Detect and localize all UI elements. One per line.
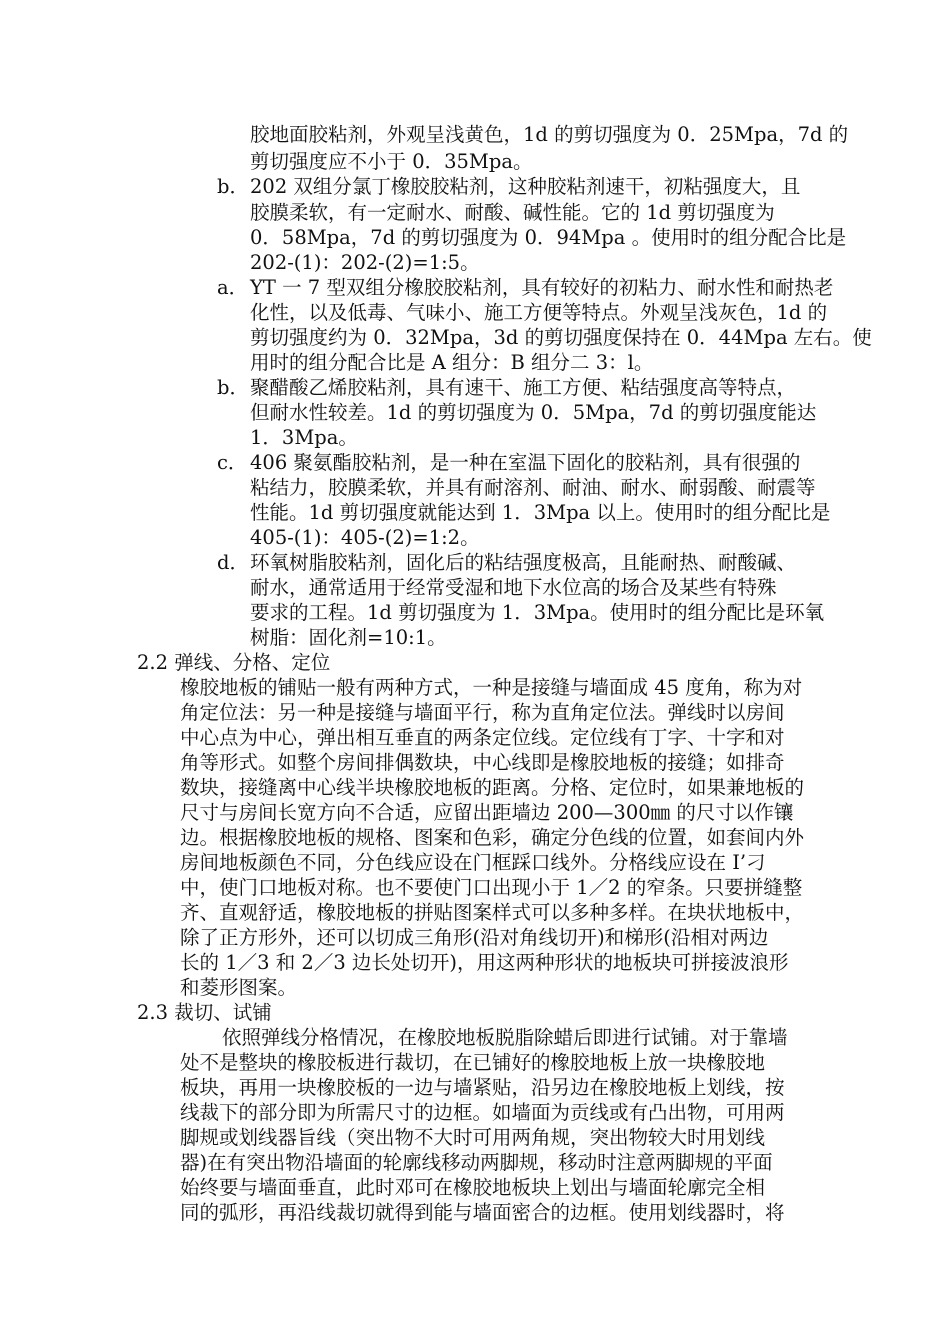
list-item-line: 202-(1)：202-(2)=1:5。 <box>250 251 480 274</box>
paragraph-line: 依照弹线分格情况，在橡胶地板脱脂除蜡后即进行试铺。对于靠墙 <box>222 1026 788 1049</box>
paragraph-line: 齐、直观舒适，橡胶地板的拼贴图案样式可以多种多样。在块状地板中， <box>180 901 805 924</box>
list-marker: c． <box>217 451 248 474</box>
list-item-line: 耐水，通常适用于经常受湿和地下水位高的场合及某些有特殊 <box>250 576 777 599</box>
section-heading: 2.2 弹线、分格、定位 <box>137 651 331 674</box>
paragraph-line: 房间地板颜色不同，分色线应设在门框踩口线外。分格线应设在 I’刁 <box>180 851 766 874</box>
list-marker: a． <box>217 276 249 299</box>
list-item-line: 406 聚氨酯胶粘剂，是一种在室温下固化的胶粘剂，具有很强的 <box>250 451 801 474</box>
paragraph-line: 尺寸与房间长宽方向不合适，应留出距墙边 200—300㎜ 的尺寸以作镶 <box>180 801 794 824</box>
paragraph-line: 器)在有突出物沿墙面的轮廓线移动两脚规，移动时注意两脚规的平面 <box>180 1151 773 1174</box>
paragraph-line: 角等形式。如整个房间排偶数块，中心线即是橡胶地板的接缝；如排奇 <box>180 751 785 774</box>
section-heading: 2.3 裁切、试铺 <box>137 1001 272 1024</box>
paragraph-line: 线裁下的部分即为所需尺寸的边框。如墙面为贡线或有凸出物，可用两 <box>180 1101 785 1124</box>
paragraph-line: 中，使门口地板对称。也不要使门口出现小于 1／2 的窄条。只要拼缝整 <box>180 876 803 899</box>
paragraph-line: 数块，接缝离中心线半块橡胶地板的距离。分格、定位时，如果兼地板的 <box>180 776 805 799</box>
paragraph-line: 角定位法：另一种是接缝与墙面平行，称为直角定位法。弹线时以房间 <box>180 701 785 724</box>
list-item-line: 粘结力，胶膜柔软，并具有耐溶剂、耐油、耐水、耐弱酸、耐震等 <box>250 476 816 499</box>
list-item-line: 剪切强度应不小于 0．35Mpa。 <box>250 150 533 173</box>
paragraph-line: 除了正方形外，还可以切成三角形(沿对角线切开)和梯形(沿相对两边 <box>180 926 769 949</box>
list-marker: d． <box>217 551 249 574</box>
paragraph-line: 中心点为中心，弹出相互垂直的两条定位线。定位线有丁字、十字和对 <box>180 726 785 749</box>
list-item-line: 环氧树脂胶粘剂，固化后的粘结强度极高，且能耐热、耐酸碱、 <box>250 551 797 574</box>
list-item-line: 胶地面胶粘剂，外观呈浅黄色，1d 的剪切强度为 0．25Mpa，7d 的 <box>250 123 849 146</box>
list-item-line: 202 双组分氯丁橡胶胶粘剂，这种胶粘剂速干，初粘强度大，且 <box>250 175 801 198</box>
list-item-line: 但耐水性较差。1d 的剪切强度为 0．5Mpa，7d 的剪切强度能达 <box>250 401 817 424</box>
list-item-line: YT 一 7 型双组分橡胶胶粘剂，具有较好的初粘力、耐水性和耐热老 <box>250 276 834 299</box>
paragraph-line: 处不是整块的橡胶板进行裁切，在已铺好的橡胶地板上放一块橡胶地 <box>180 1051 766 1074</box>
list-item-line: 405-(1)：405-(2)=1:2。 <box>250 526 480 549</box>
paragraph-line: 同的弧形，再沿线裁切就得到能与墙面密合的边框。使用划线器时，将 <box>180 1201 785 1224</box>
list-marker: b． <box>217 376 249 399</box>
list-item-line: 1．3Mpa。 <box>250 426 358 449</box>
list-item-line: 胶膜柔软，有一定耐水、耐酸、碱性能。它的 1d 剪切强度为 <box>250 201 775 224</box>
list-item-line: 要求的工程。1d 剪切强度为 1．3Mpa。使用时的组分配比是环氧 <box>250 601 825 624</box>
list-item-line: 树脂：固化剂=10:1。 <box>250 626 447 649</box>
list-item-line: 化性，以及低毒、气味小、施工方便等特点。外观呈浅灰色，1d 的 <box>250 301 828 324</box>
paragraph-line: 脚规或划线器旨线（突出物不大时可用两角规，突出物较大时用划线 <box>180 1126 766 1149</box>
paragraph-line: 橡胶地板的铺贴一般有两种方式，一种是接缝与墙面成 45 度角，称为对 <box>180 676 803 699</box>
paragraph-line: 板块，再用一块橡胶板的一边与墙紧贴，沿另边在橡胶地板上划线，按 <box>180 1076 785 1099</box>
list-item-line: 剪切强度约为 0．32Mpa，3d 的剪切强度保持在 0．44Mpa 左右。使 <box>250 326 872 349</box>
list-item-line: 性能。1d 剪切强度就能达到 1．3Mpa 以上。使用时的组分配比是 <box>250 501 831 524</box>
list-item-line: 0．58Mpa，7d 的剪切强度为 0．94Mpa 。使用时的组分配合比是 <box>250 226 847 249</box>
paragraph-line: 和菱形图案。 <box>180 976 298 999</box>
list-item-line: 聚醋酸乙烯胶粘剂，具有速干、施工方便、粘结强度高等特点， <box>250 376 797 399</box>
list-marker: b． <box>217 175 249 198</box>
paragraph-line: 边。根据橡胶地板的规格、图案和色彩，确定分色线的位置，如套间内外 <box>180 826 805 849</box>
paragraph-line: 长的 1／3 和 2／3 边长处切开)，用这两种形状的地板块可拼接波浪形 <box>180 951 789 974</box>
list-item-line: 用时的组分配合比是 A 组分：B 组分二 3：l。 <box>250 351 654 374</box>
paragraph-line: 始终要与墙面垂直，此时邓可在橡胶地板块上划出与墙面轮廓完全相 <box>180 1176 766 1199</box>
